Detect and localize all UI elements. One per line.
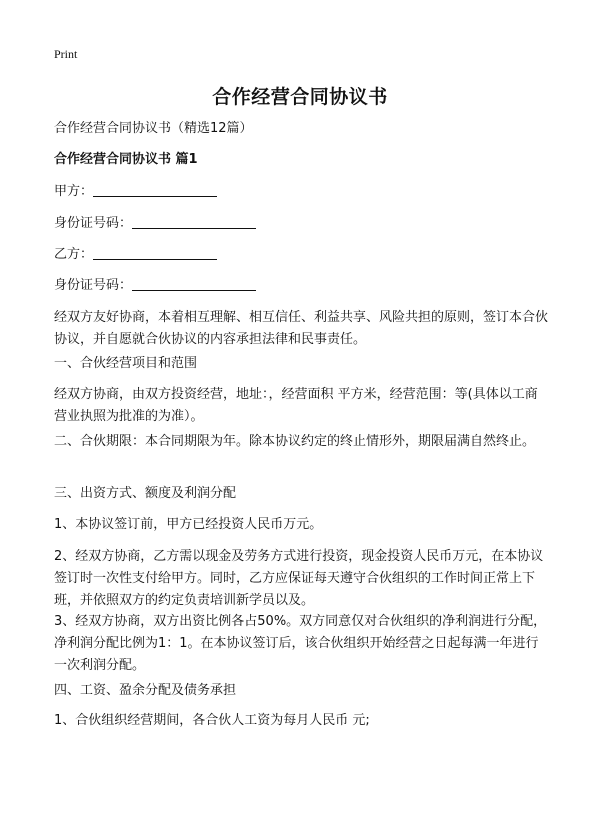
id-number-label-1: 身份证号码： xyxy=(54,216,133,231)
id-number-blank-line-2 xyxy=(132,276,256,291)
print-label[interactable]: Print xyxy=(54,47,78,61)
clause-2-paragraph: 2、经双方协商，乙方需以现金及劳务方式进行投资，现金投资人民币万元，在本协议签订时一次性支付给甲方。同时，乙方应保证每天遵守合伙组织的工作时间正常上下班，并依照双方的约定负责培训新学员以及。 xyxy=(54,549,544,608)
id-number-blank-line-1 xyxy=(132,214,256,229)
document-subtitle: 合作经营合同协议书（精选12篇） xyxy=(54,121,253,136)
heading-wages-surplus: 四、工资、盈余分配及债务承担 xyxy=(54,683,237,698)
heading-capital-contribution: 三、出资方式、额度及利润分配 xyxy=(54,486,237,501)
document-title: 合作经营合同协议书 xyxy=(212,86,388,108)
project-scope-paragraph: 经双方协商，由双方投资经营，地址：，经营面积 平方米，经营范围：等(具体以工商营业执照为批准的为准）。 xyxy=(54,387,538,424)
id-number-field-2 xyxy=(54,275,256,297)
wages-clause-1-paragraph: 1、合伙组织经营期间，各合伙人工资为每月人民币 元; xyxy=(54,713,370,728)
partnership-term-paragraph: 二、合伙期限：本合同期限为年。除本协议约定的终止情形外，期限届满自然终止。 xyxy=(54,434,536,449)
heading-project-scope: 一、合伙经营项目和范围 xyxy=(54,356,198,371)
party-a-field xyxy=(54,181,217,203)
section-heading: 合作经营合同协议书 篇1 xyxy=(54,152,198,167)
party-a-blank-line xyxy=(93,182,217,197)
id-number-label-2: 身份证号码： xyxy=(54,278,133,293)
party-b-blank-line xyxy=(93,245,217,260)
id-number-field-1 xyxy=(54,213,256,235)
clause-3-paragraph: 3、经双方协商，双方出资比例各占50%。双方同意仅对合伙组织的净利润进行分配，净利润分配比例为1：1。在本协议签订后，该合伙组织开始经营之日起每满一年进行一次利润分配。 xyxy=(54,614,547,673)
party-b-field xyxy=(54,244,217,266)
party-a-label: 甲方： xyxy=(54,184,94,199)
party-b-label: 乙方： xyxy=(54,247,94,262)
clause-1-paragraph: 1、本协议签订前，甲方已经投资人民币万元。 xyxy=(54,517,323,532)
intro-paragraph: 经双方友好协商，本着相互理解、相互信任、利益共享、风险共担的原则，签订本合伙协议，并自愿就合伙协议的内容承担法律和民事责任。 xyxy=(54,310,549,347)
